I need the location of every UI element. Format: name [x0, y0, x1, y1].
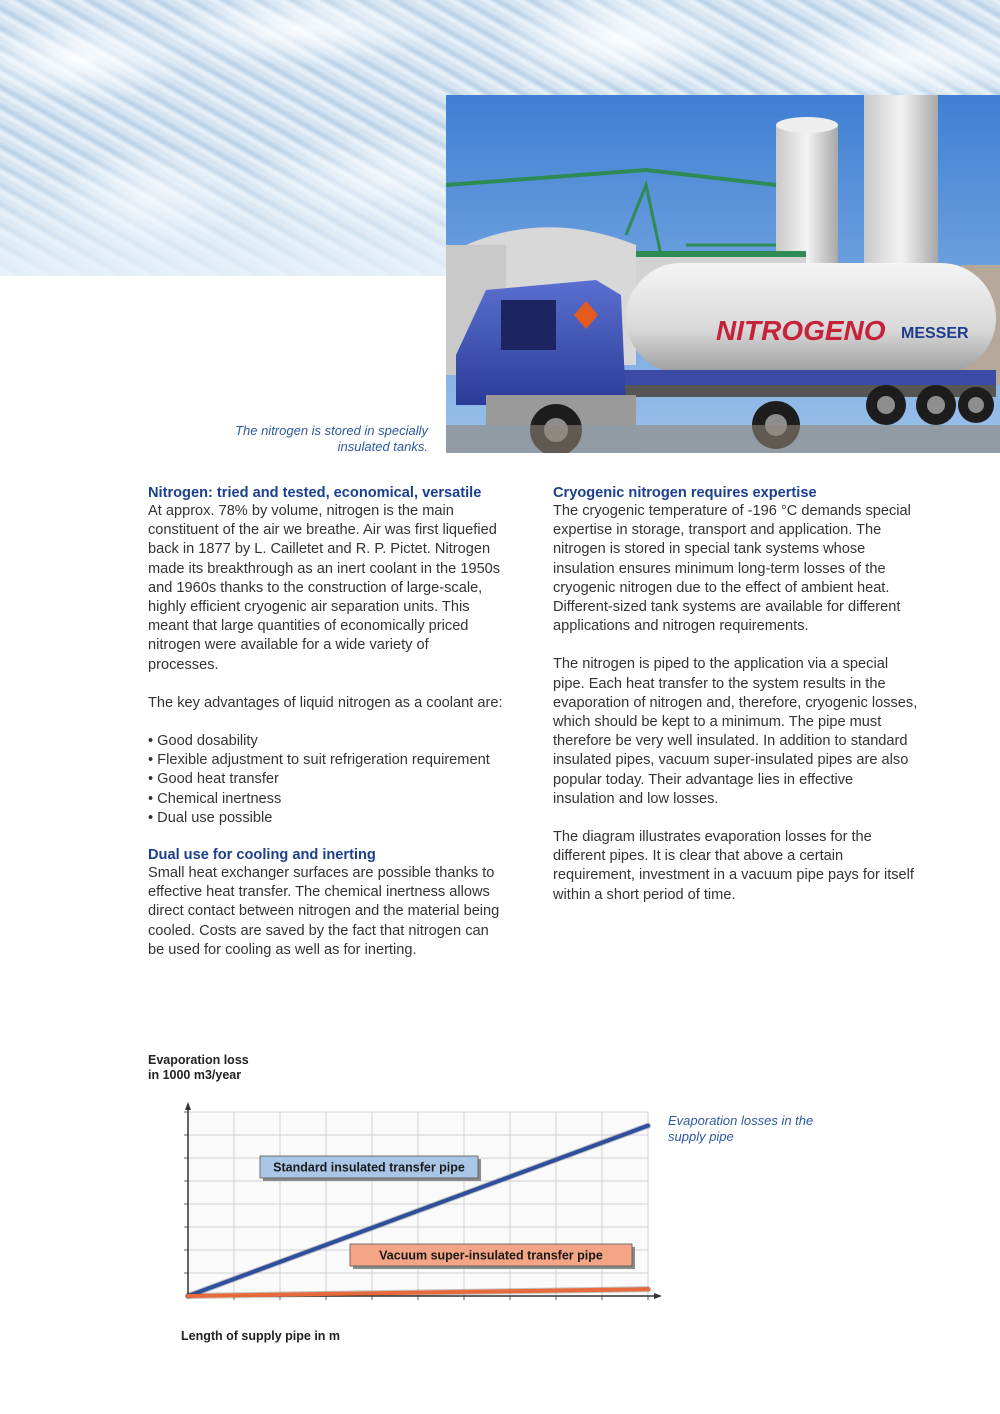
list-item: • Good heat transfer	[148, 770, 503, 789]
messer-logo-text: MESSER	[901, 325, 969, 342]
chart-y-axis-label-line2: in 1000 m3/year	[148, 1068, 242, 1082]
tanker-truck-illustration	[446, 95, 1000, 453]
chart-y-axis-label	[148, 1053, 308, 1083]
chart-y-axis-label-line1: Evaporation loss	[148, 1053, 249, 1067]
section-heading-nitrogen: Nitrogen: tried and tested, economical, versatile	[148, 485, 482, 501]
left-text-column	[148, 485, 503, 960]
list-item: • Dual use possible	[148, 809, 503, 828]
chart-caption: Evaporation losses in the supply pipe	[668, 1113, 814, 1144]
photo-caption: The nitrogen is stored in specially insulated tanks.	[235, 423, 428, 454]
evaporation-loss-chart	[170, 1098, 670, 1314]
list-item: • Good dosability	[148, 732, 503, 751]
advantages-list	[148, 732, 503, 828]
series-label-standard-pipe: Standard insulated transfer pipe	[273, 1160, 465, 1175]
list-item: • Flexible adjustment to suit refrigeration requirement	[148, 751, 503, 770]
tanker-truck-photo	[446, 95, 1000, 453]
paragraph-diagram-summary: The diagram illustrates evaporation losses for the different pipes. It is clear that above a certain requirement, investment in a vacuum pipe pays for itself within a short period of time.	[553, 829, 914, 903]
paragraph-key-advantages: The key advantages of liquid nitrogen as a coolant are:	[148, 694, 503, 711]
chart-x-axis-label: Length of supply pipe in m	[181, 1329, 341, 1343]
chart-y-axis-arrow	[185, 1102, 191, 1110]
paragraph-nitrogen-history: At approx. 78% by volume, nitrogen is the main constituent of the air we breathe. Air was first liquefied back in 1877 by L. Cailletet and R. P. Pictet. Nitrogen made its breakthrough as an inert coolant in the 1950s and 1960s thanks to the construction of large-scale, highly efficient cryogenic air separation units. This meant that large quantities of economically priced nitrogen were available for a wide variety of processes.	[148, 503, 501, 673]
chart-svg	[170, 1098, 670, 1314]
series-label-vacuum-pipe: Vacuum super-insulated transfer pipe	[379, 1248, 603, 1263]
nitrogeno-logo-text: NITROGENO	[716, 315, 886, 346]
paragraph-supply-pipe: The nitrogen is piped to the application via a special pipe. Each heat transfer to the system results in the evaporation of nitrogen and, therefore, cryogenic losses, which should be kept to a minimum. The pipe must therefore be very well insulated. In addition to standard insulated pipes, vacuum super-insulated pipes are also popular today. Their advantage lies in effective insulation and low losses.	[553, 656, 918, 807]
right-text-column	[553, 485, 918, 905]
chart-x-axis-arrow	[654, 1293, 662, 1299]
section-heading-dual-use: Dual use for cooling and inerting	[148, 847, 376, 864]
paragraph-dual-use: Small heat exchanger surfaces are possible thanks to effective heat transfer. The chemical inertness allows direct contact between nitrogen and the material being cooled. Costs are saved by the fact that nitrogen can be used for cooling as well as for inerting.	[148, 865, 500, 958]
section-heading-cryogenic: Cryogenic nitrogen requires expertise	[553, 485, 817, 501]
paragraph-cryogenic-expertise: The cryogenic temperature of -196 °C demands special expertise in storage, transport and application. The nitrogen is stored in special tank systems whose insulation ensures minimum long-term losses of the cryogenic nitrogen due to the effect of ambient heat. Different-sized tank systems are available for different applications and nitrogen requirements.	[553, 503, 911, 635]
list-item: • Chemical inertness	[148, 790, 503, 809]
